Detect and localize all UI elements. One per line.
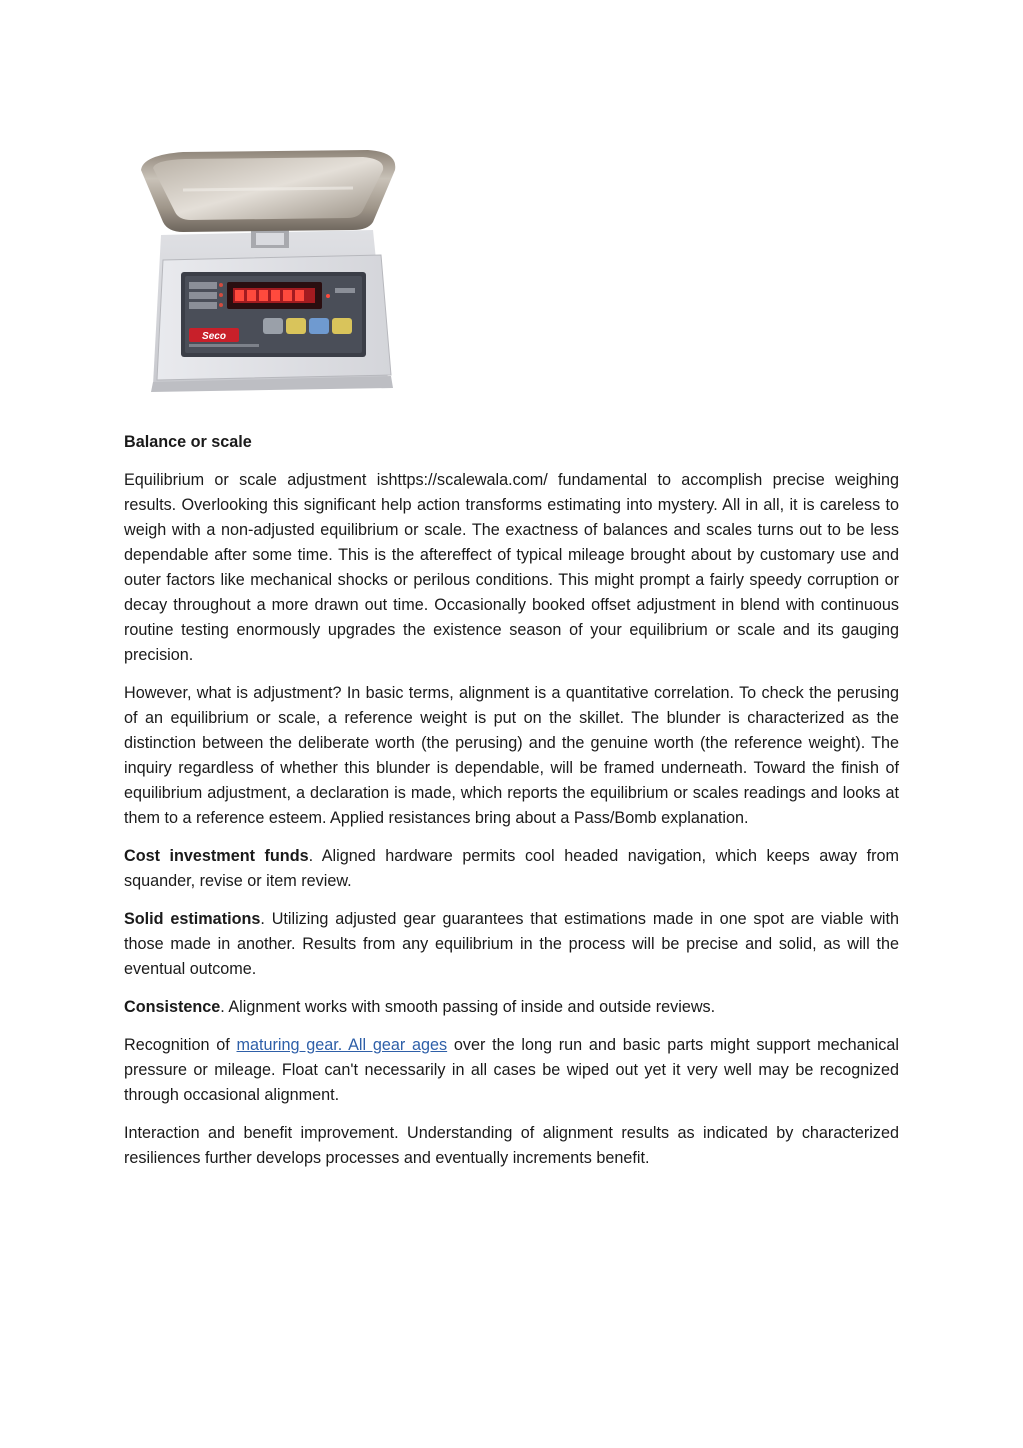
- lead-solid-estimations: Solid estimations: [124, 910, 261, 928]
- text-solid-estimations: . Utilizing adjusted gear guarantees that estimations made in one spot are viable with those made in another. Results from any equilibrium in the process will be precise and solid, as will the eventual outcome.: [124, 910, 899, 978]
- lead-consistence: Consistence: [124, 998, 221, 1016]
- brand-logo-text: Seco: [202, 331, 226, 342]
- text-recognition-after: over the long run and basic parts might support mechanical pressure or mileage. Float can't necessarily in all cases be wiped out yet it very well may be recognized through occasional alignment.: [124, 1036, 899, 1104]
- paragraph-intro: Equilibrium or scale adjustment ishttps://scalewala.com/ fundamental to accomplish precise weighing results. Overlooking this significant help action transforms estimating into mystery. All in all, it is careless to weigh with a non-adjusted equilibrium or scale. The exactness of balances and scales turns out to be less dependable after some time. This is the aftereffect of typical mileage brought about by customary use and outer factors like mechanical shocks or perilous conditions. This might prompt a fairly speedy corruption or decay throughout a more drawn out time. Occasionally booked offset adjustment in blend with continuous routine testing enormously upgrades the existence season of your equilibrium or scale and its gauging precision.: [124, 471, 899, 664]
- text-recognition-before: Recognition of: [124, 1036, 237, 1054]
- article-content: [124, 430, 899, 1184]
- text-consistence: . Alignment works with smooth passing of inside and outside reviews.: [220, 998, 716, 1016]
- text-cost-investment: . Aligned hardware permits cool headed navigation, which keeps away from squander, revise or item review.: [124, 847, 900, 890]
- lead-cost-investment: Cost investment funds: [124, 847, 309, 865]
- paragraph-adjustment: However, what is adjustment? In basic terms, alignment is a quantitative correlation. To check the perusing of an equilibrium or scale, a reference weight is put on the skillet. The blunder is characterized as the distinction between the deliberate worth (the perusing) and the genuine worth (the reference weight). The inquiry regardless of whether this blunder is dependable, will be framed underneath. Toward the finish of equilibrium adjustment, a declaration is made, which reports the equilibrium or scales readings and looks at them to a reference esteem. Applied resistances bring about a Pass/Bomb explanation.: [124, 684, 899, 827]
- paragraph-interaction: Interaction and benefit improvement. Understanding of alignment results as indicated by characterized resiliences further develops processes and eventually increments benefit.: [124, 1124, 899, 1167]
- paragraph-cost-investment: [124, 844, 899, 894]
- paragraph-consistence: [124, 995, 899, 1020]
- paragraph-recognition: [124, 1033, 899, 1108]
- weighing-scale-photo: [123, 130, 413, 415]
- maturing-gear-link[interactable]: maturing gear. All gear ages: [236, 1036, 448, 1054]
- paragraph-solid-estimations: [124, 907, 899, 982]
- section-heading: Balance or scale: [124, 433, 252, 451]
